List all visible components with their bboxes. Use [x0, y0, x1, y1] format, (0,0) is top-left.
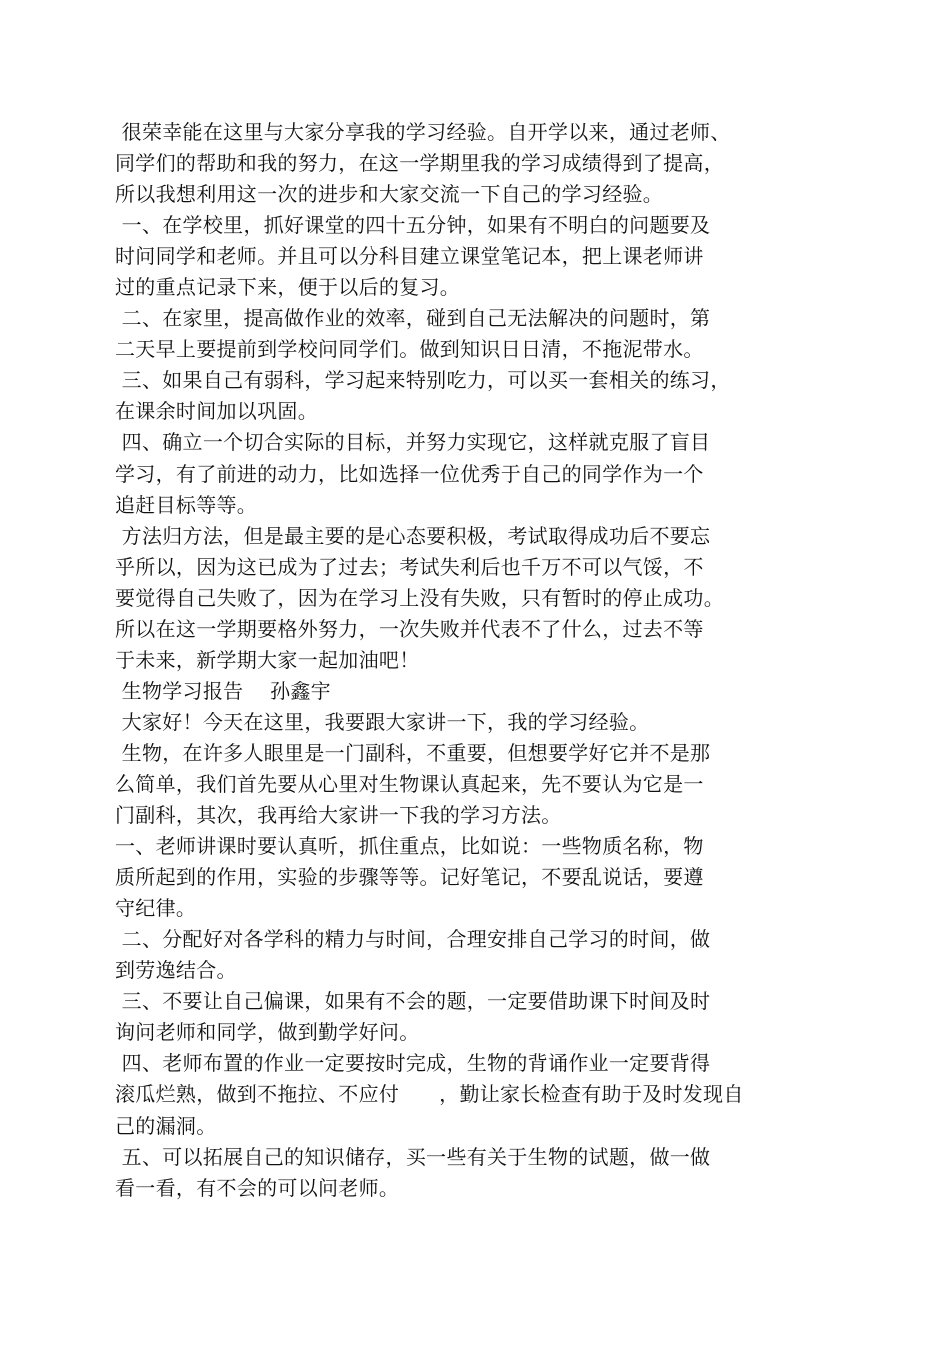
text-line: 所以在这一学期要格外努力，一次失败并代表不了什么，过去不等 [115, 616, 704, 641]
text-line: 追赶目标等等。 [115, 492, 258, 517]
text-line: 己的漏洞。 [115, 1113, 217, 1138]
text-line: 时问同学和老师。并且可以分科目建立课堂笔记本，把上课老师讲 [115, 244, 704, 269]
text-line: 要觉得自己失败了，因为在学习上没有失败，只有暂时的停止成功。 [115, 585, 724, 610]
text-line: 学习，有了前进的动力，比如选择一位优秀于自己的同学作为一个 [115, 461, 704, 486]
text-line: 所以我想利用这一次的进步和大家交流一下自己的学习经验。 [115, 182, 664, 207]
text-line: 大家好！今天在这里，我要跟大家讲一下，我的学习经验。 [115, 709, 650, 734]
text-line: 三、如果自己有弱科，学习起来特别吃力，可以买一套相关的练习， [115, 368, 731, 393]
text-line: 滚瓜烂熟，做到不拖拉、不应付 ，勤让家长检查有助于及时发现自 [115, 1082, 744, 1107]
text-line: 二、分配好对各学科的精力与时间，合理安排自己学习的时间，做 [115, 927, 711, 952]
report-heading: 生物学习报告 孙鑫宇 [115, 678, 331, 703]
text-line: 同学们的帮助和我的努力，在这一学期里我的学习成绩得到了提高， [115, 151, 724, 176]
text-line: 二天早上要提前到学校问同学们。做到知识日日清，不拖泥带水。 [115, 337, 704, 362]
text-line: 询问老师和同学，做到勤学好问。 [115, 1020, 420, 1045]
text-line: 守纪律。 [115, 896, 197, 921]
text-line: 三、不要让自己偏课，如果有不会的题，一定要借助课下时间及时 [115, 989, 711, 1014]
text-line: 看一看，有不会的可以问老师。 [115, 1175, 400, 1200]
text-line: 在课余时间加以巩固。 [115, 399, 318, 424]
text-line: 一、在学校里，抓好课堂的四十五分钟，如果有不明白的问题要及 [115, 213, 711, 238]
text-line: 到劳逸结合。 [115, 958, 237, 983]
text-line: 门副科，其次，我再给大家讲一下我的学习方法。 [115, 803, 562, 828]
text-line: 四、确立一个切合实际的目标，并努力实现它，这样就克服了盲目 [115, 430, 711, 455]
text-line: 质所起到的作用，实验的步骤等等。记好笔记，不要乱说话，要遵 [115, 865, 704, 890]
text-line: 么简单，我们首先要从心里对生物课认真起来，先不要认为它是一 [115, 771, 704, 796]
text-line: 生物，在许多人眼里是一门副科，不重要，但想要学好它并不是那 [115, 740, 711, 765]
text-line: 五、可以拓展自己的知识储存，买一些有关于生物的试题，做一做 [115, 1144, 711, 1169]
text-line: 过的重点记录下来，便于以后的复习。 [115, 275, 461, 300]
text-line: 于未来，新学期大家一起加油吧！ [115, 647, 420, 672]
text-line: 四、老师布置的作业一定要按时完成，生物的背诵作业一定要背得 [115, 1051, 711, 1076]
document-body [115, 117, 795, 1204]
text-line: 二、在家里，提高做作业的效率，碰到自己无法解决的问题时，第 [115, 306, 711, 331]
text-line: 乎所以，因为这已成为了过去；考试失利后也千万不可以气馁，不 [115, 554, 704, 579]
text-line: 一、老师讲课时要认真听，抓住重点，比如说：一些物质名称，物 [115, 834, 704, 859]
text-line: 很荣幸能在这里与大家分享我的学习经验。自开学以来，通过老师、 [115, 120, 731, 144]
text-line: 方法归方法，但是最主要的是心态要积极，考试取得成功后不要忘 [115, 523, 711, 548]
